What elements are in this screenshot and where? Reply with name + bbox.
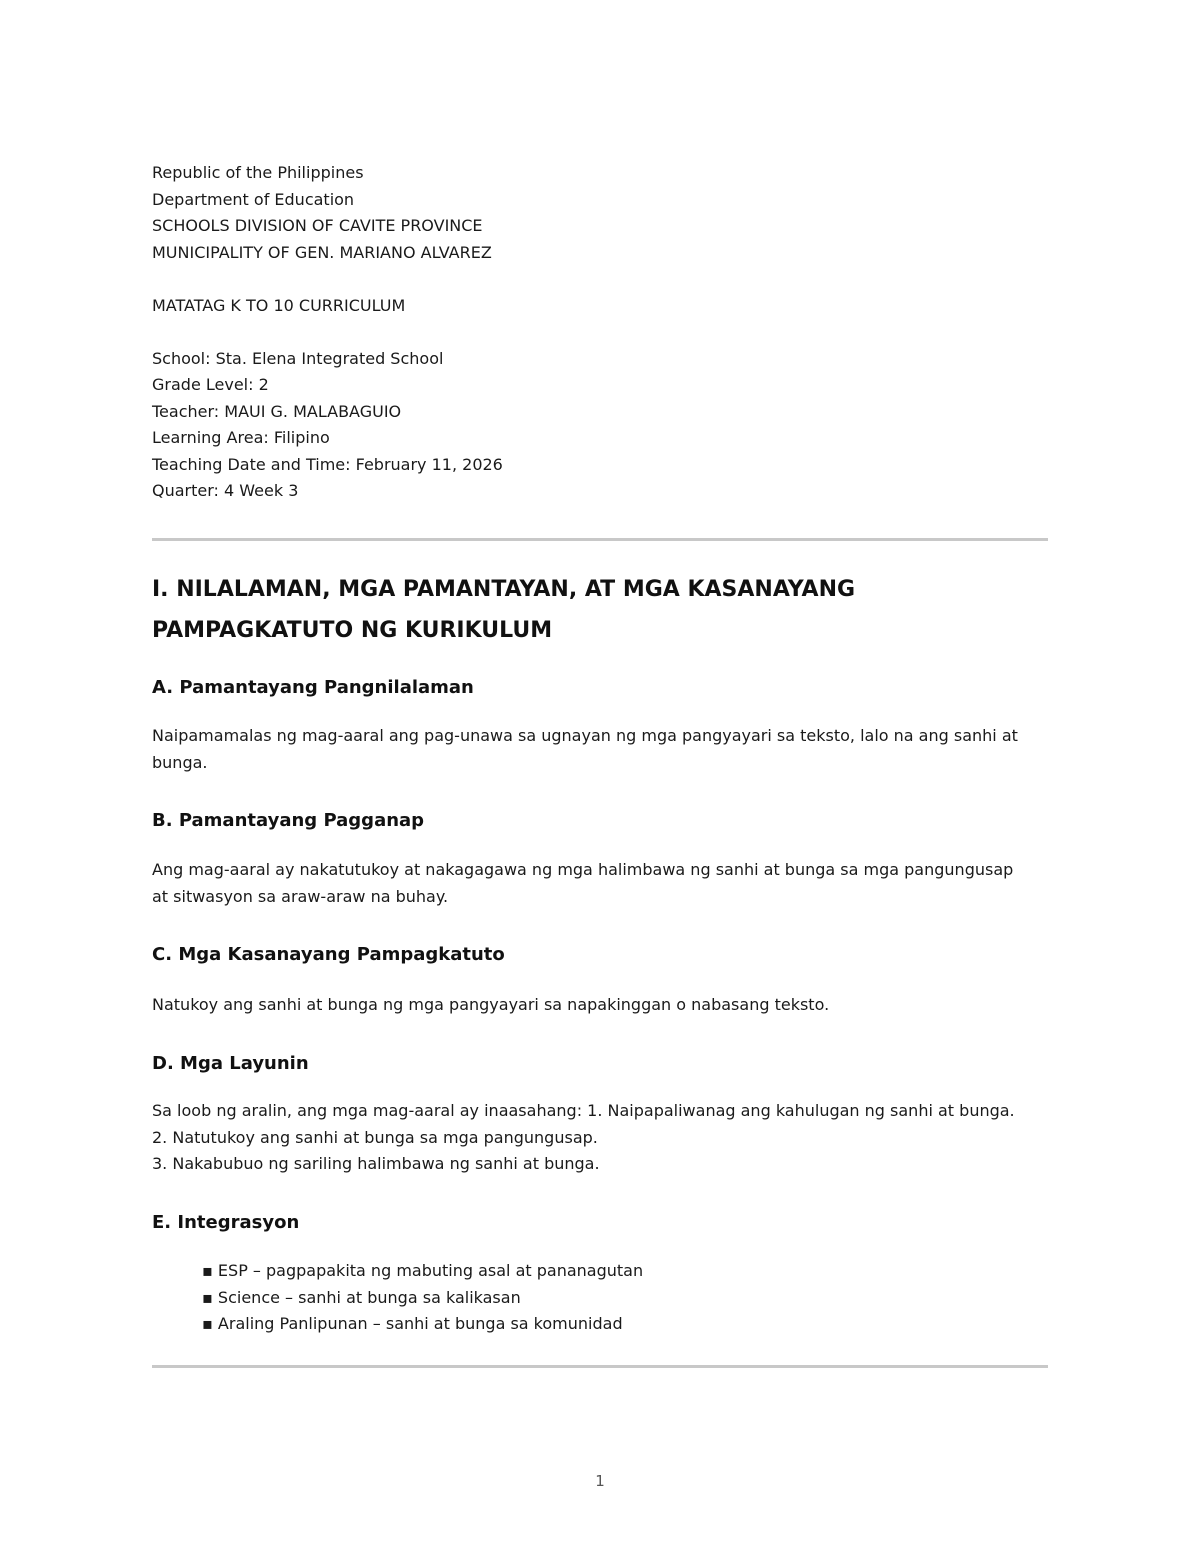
document-header [152,160,1048,505]
paragraph-a-line2: bunga. [152,752,208,772]
objective-line2: 2. Natutukoy ang sanhi at bunga sa mga pangungusap. [152,1127,598,1147]
divider-top [152,538,1048,541]
paragraph-b-line2: at sitwasyon sa araw-araw na buhay. [152,886,449,906]
spacer [152,319,1048,346]
subheading-b: B. Pamantayang Pagganap [152,810,425,831]
header-school: School: Sta. Elena Integrated School [152,348,444,368]
header-municipality: MUNICIPALITY OF GEN. MARIANO ALVAREZ [152,242,492,262]
header-teaching-date: Teaching Date and Time: February 11, 2026 [152,454,503,474]
header-grade-level: Grade Level: 2 [152,375,269,394]
paragraph-b-line1: Ang mag-aaral ay nakatutukoy at nakagagawa ng mga halimbawa ng sanhi at bunga sa mga pangungusap [152,860,1014,879]
section-title-line2: PAMPAGKATUTO NG KURIKULUM [152,618,553,643]
paragraph-c: Natukoy ang sanhi at bunga ng mga pangyayari sa napakinggan o nabasang teksto. [152,995,830,1014]
subheading-c: C. Mga Kasanayang Pampagkatuto [152,944,505,965]
header-learning-area: Learning Area: Filipino [152,428,330,447]
header-quarter: Quarter: 4 Week 3 [152,481,299,500]
header-division: SCHOOLS DIVISION OF CAVITE PROVINCE [152,216,483,235]
subheading-e: E. Integrasyon [152,1212,300,1233]
objective-line3: 3. Nakabubuo ng sariling halimbawa ng sanhi at bunga. [152,1154,600,1173]
spacer [152,266,1048,293]
header-department: Department of Education [152,189,355,209]
divider-bottom [152,1365,1048,1368]
section-title [152,569,1048,651]
header-republic: Republic of the Philippines [152,163,364,182]
integration-list [202,1258,643,1338]
list-item: ▪ Science – sanhi at bunga sa kalikasan [202,1287,521,1307]
list-item: ▪ Araling Panlipunan – sanhi at bunga sa komunidad [202,1314,623,1333]
paragraph-d [152,1098,1052,1178]
subheading-a: A. Pamantayang Pangnilalaman [152,677,474,698]
header-teacher: Teacher: MAUI G. MALABAGUIO [152,401,402,421]
paragraph-b [152,857,1052,910]
list-item: ▪ ESP – pagpapakita ng mabuting asal at pananagutan [202,1261,644,1280]
page-number: 1 [595,1472,605,1490]
paragraph-a-line1: Naipamamalas ng mag-aaral ang pag-unawa sa ugnayan ng mga pangyayari sa teksto, lalo na ang sanhi at [152,726,1018,745]
subheading-d: D. Mga Layunin [152,1053,309,1074]
objective-line1: Sa loob ng aralin, ang mga mag-aaral ay inaasahang: 1. Naipapaliwanag ang kahulugan ng sanhi at bunga. [152,1101,1015,1120]
section-title-line1: I. NILALAMAN, MGA PAMANTAYAN, AT MGA KASANAYANG [152,577,856,602]
paragraph-a [152,723,1052,776]
header-curriculum: MATATAG K TO 10 CURRICULUM [152,295,406,315]
